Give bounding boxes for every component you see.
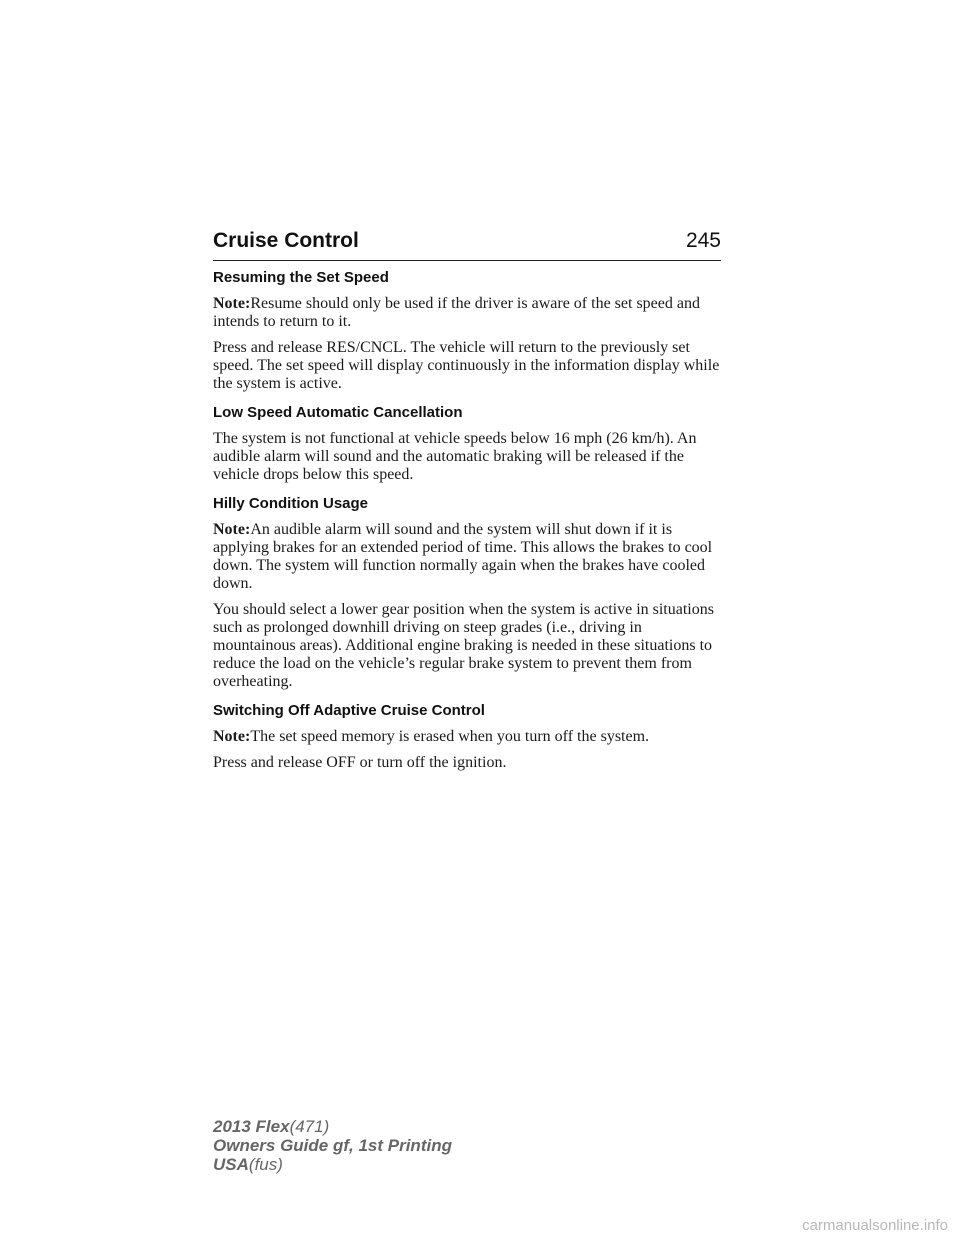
footer-code: (471) — [289, 1117, 330, 1136]
section-switching-off — [213, 701, 725, 772]
body-paragraph: You should select a lower gear position when the system is active in situations such as prolonged downhill driving on steep grades (i.e., driving in mountainous areas). Additional engine braking is needed in these situations to reduce the load on the vehicle’s regular brake system to prevent them from overheating. — [213, 601, 714, 690]
watermark-text: carmanualsonline.info — [802, 1217, 948, 1234]
note-label: Note: — [213, 728, 251, 745]
note-label: Note: — [213, 295, 251, 312]
section-heading: Switching Off Adaptive Cruise Control — [213, 702, 485, 719]
page-number: 245 — [685, 229, 721, 252]
print-footer — [213, 1117, 452, 1174]
footer-line-1 — [213, 1117, 452, 1136]
note-label: Note: — [213, 521, 251, 538]
section-resuming-set-speed — [213, 268, 725, 393]
section-heading: Hilly Condition Usage — [213, 495, 369, 512]
footer-line-3 — [213, 1155, 452, 1174]
section-low-speed-cancellation — [213, 403, 725, 484]
chapter-title: Cruise Control — [213, 229, 359, 252]
body-paragraph: The system is not functional at vehicle speeds below 16 mph (26 km/h). An audible alarm will sound and the automatic braking will be released if the vehicle drops below this speed. — [213, 430, 697, 483]
body-paragraph: Press and release OFF or turn off the ignition. — [213, 754, 507, 771]
note-text: Resume should only be used if the driver is aware of the set speed and intends to return to it. — [213, 295, 700, 330]
footer-market: USA — [213, 1155, 249, 1174]
note-paragraph — [213, 295, 725, 331]
footer-market-code: (fus) — [248, 1155, 283, 1174]
note-text: An audible alarm will sound and the system will shut down if it is applying brakes for an extended period of time. This allows the brakes to cool down. The system will function normally again when the brakes have cooled down. — [213, 521, 713, 592]
footer-line-2: Owners Guide gf, 1st Printing — [213, 1136, 452, 1155]
body-paragraph: Press and release RES/CNCL. The vehicle will return to the previously set speed. The set speed will display continuously in the information display while the system is active. — [213, 339, 720, 392]
section-heading: Resuming the Set Speed — [213, 269, 389, 286]
footer-model: 2013 Flex — [213, 1117, 290, 1136]
page-content — [213, 268, 725, 782]
section-heading: Low Speed Automatic Cancellation — [213, 404, 463, 421]
page-header — [213, 226, 721, 261]
section-hilly-condition-usage — [213, 494, 725, 691]
note-paragraph — [213, 521, 725, 593]
note-paragraph — [213, 728, 725, 746]
note-text: The set speed memory is erased when you turn off the system. — [250, 728, 650, 745]
